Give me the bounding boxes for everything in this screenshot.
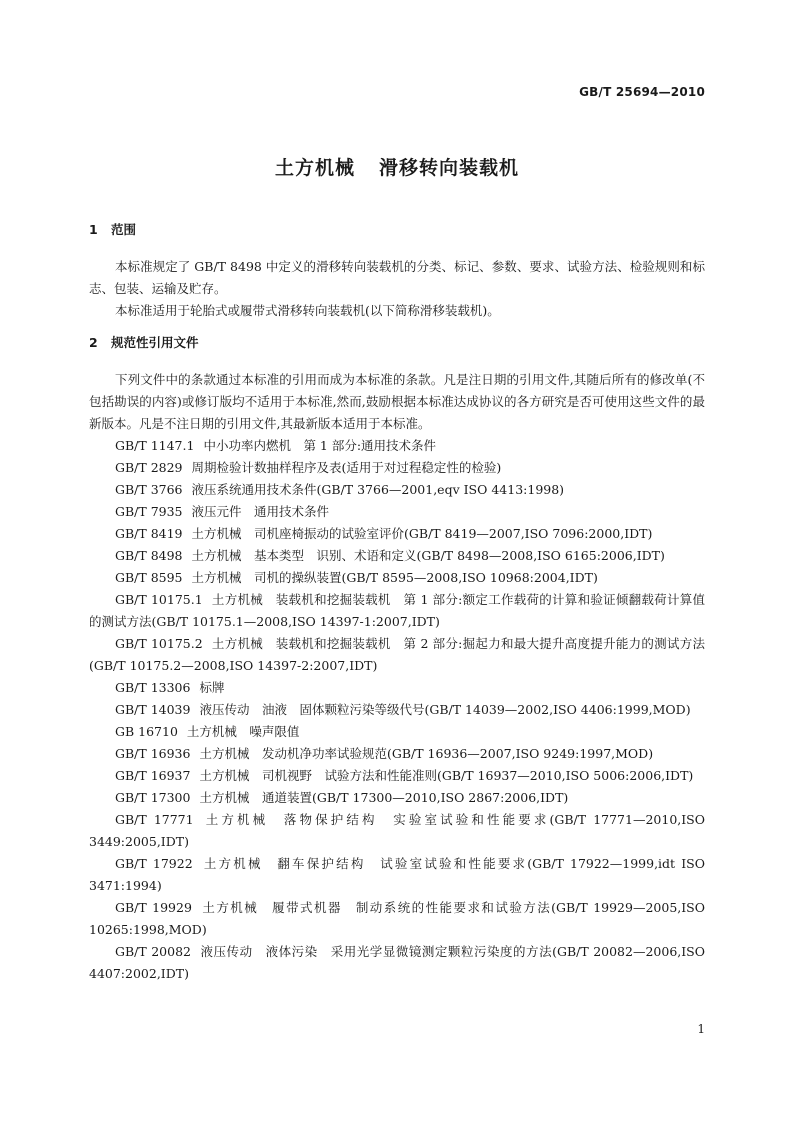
reference-item: [89, 435, 705, 457]
reference-code: GB/T 17771: [115, 812, 194, 827]
page-number: 1: [697, 1022, 705, 1036]
reference-code: GB/T 17922: [115, 856, 193, 871]
reference-code: GB 16710: [115, 724, 178, 739]
reference-item: [89, 765, 705, 787]
reference-item: [89, 699, 705, 721]
reference-text: 土方机械 司机的操纵装置(GB/T 8595—2008,ISO 10968:2004,IDT): [191, 570, 598, 585]
reference-code: GB/T 1147.1: [115, 438, 195, 453]
reference-code: GB/T 13306: [115, 680, 191, 695]
reference-text: 液压传动 油液 固体颗粒污染等级代号(GB/T 14039—2002,ISO 4406:1999,MOD): [199, 702, 691, 717]
document-body: [89, 219, 705, 985]
reference-item: [89, 633, 705, 677]
standard-code: GB/T 25694—2010: [579, 85, 705, 99]
reference-item: [89, 545, 705, 567]
reference-text: 土方机械 装载机和挖掘装载机 第 2 部分:掘起力和最大提升高度提升能力的测试方法(GB/T 10175.2—2008,ISO 14397-2:2007,IDT): [89, 636, 705, 673]
section-number: 2: [89, 335, 98, 350]
reference-item: [89, 523, 705, 545]
section-2-heading: [89, 332, 705, 354]
reference-text: 土方机械 司机座椅振动的试验室评价(GB/T 8419—2007,ISO 7096:2000,IDT): [191, 526, 653, 541]
reference-item: [89, 567, 705, 589]
reference-text: 液压元件 通用技术条件: [191, 504, 330, 519]
section-title: 范围: [111, 222, 137, 237]
reference-item: [89, 589, 705, 633]
reference-item: [89, 479, 705, 501]
section-title: 规范性引用文件: [111, 335, 199, 350]
reference-text: 土方机械 装载机和挖掘装载机 第 1 部分:额定工作载荷的计算和验证倾翻载荷计算值的测试方法(GB/T 10175.1—2008,ISO 14397-1:2007,IDT): [89, 592, 705, 629]
reference-item: [89, 501, 705, 523]
reference-text: 液压系统通用技术条件(GB/T 3766—2001,eqv ISO 4413:1998): [191, 482, 565, 497]
reference-text: 中小功率内燃机 第 1 部分:通用技术条件: [203, 438, 437, 453]
reference-item: [89, 809, 705, 853]
reference-code: GB/T 8419: [115, 526, 183, 541]
reference-text: 土方机械 噪声限值: [186, 724, 300, 739]
reference-code: GB/T 17300: [115, 790, 191, 805]
reference-text: 土方机械 落物保护结构 实验室试验和性能要求(GB/T 17771—2010,ISO 3449:2005,IDT): [89, 812, 705, 849]
reference-code: GB/T 20082: [115, 944, 191, 959]
references-intro: 下列文件中的条款通过本标准的引用而成为本标准的条款。凡是注日期的引用文件,其随后所有的修改单(不包括勘误的内容)或修订版均不适用于本标准,然而,鼓励根据本标准达成协议的各方研究是否可使用这些文件的最新版本。凡是不注日期的引用文件,其最新版本适用于本标准。: [89, 372, 705, 431]
scope-paragraph: 本标准适用于轮胎式或履带式滑移转向装载机(以下简称滑移装载机)。: [115, 303, 500, 318]
reference-text: 土方机械 翻车保护结构 试验室试验和性能要求(GB/T 17922—1999,idt ISO 3471:1994): [89, 856, 705, 893]
title-part-2: 滑移转向装载机: [379, 157, 520, 179]
title-part-1: 土方机械: [274, 157, 355, 179]
reference-text: 标牌: [199, 680, 225, 695]
reference-text: 周期检验计数抽样程序及表(适用于对过程稳定性的检验): [191, 460, 502, 475]
reference-code: GB/T 10175.1: [115, 592, 203, 607]
reference-item: [89, 787, 705, 809]
reference-code: GB/T 8595: [115, 570, 183, 585]
reference-code: GB/T 8498: [115, 548, 183, 563]
reference-item: [89, 677, 705, 699]
reference-item: [89, 853, 705, 897]
reference-code: GB/T 14039: [115, 702, 191, 717]
section-1-heading: [89, 219, 705, 241]
reference-text: 土方机械 司机视野 试验方法和性能准则(GB/T 16937—2010,ISO 5006:2006,IDT): [199, 768, 694, 783]
reference-code: GB/T 7935: [115, 504, 183, 519]
scope-paragraph: 本标准规定了 GB/T 8498 中定义的滑移转向装载机的分类、标记、参数、要求、试验方法、检验规则和标志、包装、运输及贮存。: [89, 259, 705, 296]
reference-text: 液压传动 液体污染 采用光学显微镜测定颗粒污染度的方法(GB/T 20082—2006,ISO 4407:2002,IDT): [89, 944, 705, 981]
reference-item: [89, 743, 705, 765]
reference-code: GB/T 16937: [115, 768, 191, 783]
reference-text: 土方机械 发动机净功率试验规范(GB/T 16936—2007,ISO 9249:1997,MOD): [199, 746, 654, 761]
document-title: [0, 153, 794, 180]
reference-item: [89, 721, 705, 743]
reference-item: [89, 941, 705, 985]
reference-text: 土方机械 通道装置(GB/T 17300—2010,ISO 2867:2006,IDT): [199, 790, 569, 805]
reference-item: [89, 457, 705, 479]
reference-item: [89, 897, 705, 941]
reference-code: GB/T 2829: [115, 460, 183, 475]
section-number: 1: [89, 222, 98, 237]
reference-code: GB/T 3766: [115, 482, 183, 497]
reference-code: GB/T 10175.2: [115, 636, 203, 651]
reference-text: 土方机械 履带式机器 制动系统的性能要求和试验方法(GB/T 19929—2005,ISO 10265:1998,MOD): [89, 900, 705, 937]
reference-text: 土方机械 基本类型 识别、术语和定义(GB/T 8498—2008,ISO 6165:2006,IDT): [191, 548, 665, 563]
reference-code: GB/T 16936: [115, 746, 191, 761]
reference-code: GB/T 19929: [115, 900, 192, 915]
reference-list: [89, 435, 705, 985]
